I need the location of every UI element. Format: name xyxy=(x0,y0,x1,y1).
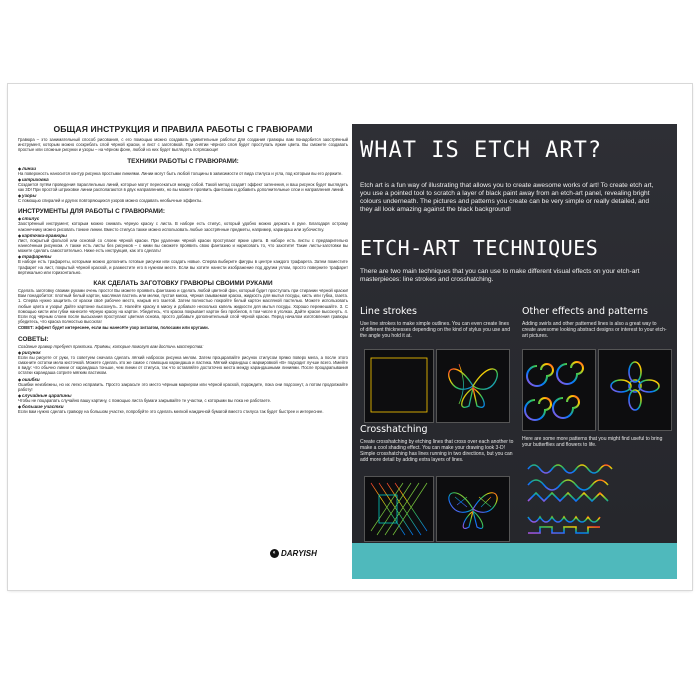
left-intro: Гравюра – это занимательный способ рисования, с его помощью можно создавать удивительные работы! Для создания гравюры вам понадобится заострённый инструмент, которым можно соскребать слой чёрной краски, и лист с заготовкой. При снятии чёрного слоя будет проступать яркие цвета. Вы сможете создавать простые или сложные рисунки и узоры – на чёрном фоне, любой из них будет выглядеть потрясающе! xyxy=(18,137,348,153)
brand-logo xyxy=(270,547,340,559)
techniques-title: ETCH-ART TECHNIQUES xyxy=(360,236,599,260)
tools-heading: ИНСТРУМЕНТЫ ДЛЯ РАБОТЫ С ГРАВЮРАМИ: xyxy=(18,208,165,216)
other-effects-title: Other effects and patterns xyxy=(522,306,648,317)
text-hatching: Создается путём проведения параллельных линий, которые могут пересекаться между собой. Такой метод создаёт эффект затенения, и ваш рисунок будет выглядеть как 3D! При простой штриховке линии располагаются в двух направлениях, но вы можете проявить фантазию и добавить дополнительные слои и направления линий. xyxy=(18,181,348,193)
term-lines: ◆ линии xyxy=(18,166,348,171)
patterns-card-2 xyxy=(598,349,672,431)
term-drawing: ◆ рисунок xyxy=(18,350,348,355)
flower-art xyxy=(599,350,671,430)
text-large-areas: Если вам нужно сделать гравюру на большом участке, попробуйте это сделать мелкой наждачной бумагой вместо стилуса так будет быстрее и интереснее. xyxy=(18,409,324,415)
diy-tip: СОВЕТ: эффект будет интереснее, если вы нанесёте узор зигзагом, полосами или кругами. xyxy=(18,325,209,331)
term-stylus: ◆ стилус xyxy=(18,216,348,221)
more-patterns-illustration xyxy=(524,459,670,539)
techniques-heading: ТЕХНИКИ РАБОТЫ С ГРАВЮРАМИ: xyxy=(127,157,239,165)
crosshatching-card-1 xyxy=(364,476,434,542)
text-stylus: Заострённый инструмент, которым можно снимать чёрную краску с листа. В наборе есть стилус, который удобно можно держать в руке. Благодаря острому наконечнику можно рисовать тонкие линии. Вместо стилуса также можно использовать любые заострённые предметы, например, карандаш или зубочистку. xyxy=(18,221,348,232)
patterns-card-1 xyxy=(522,349,596,431)
crosshatching-card-2 xyxy=(436,476,510,542)
term-cards: ◆ карточки-гравюры xyxy=(18,233,348,238)
crosshatch-art xyxy=(365,477,433,541)
left-title: ОБЩАЯ ИНСТРУКЦИЯ И ПРАВИЛА РАБОТЫ С ГРАВЮРАМИ xyxy=(53,124,313,134)
term-hatching: ◆ штриховка xyxy=(18,177,348,182)
text-patterns: С помощью спиралей и других повторяющихся узоров можно создавать необычные эффекты. xyxy=(18,198,203,204)
techniques-text: There are two main techniques that you can use to make different visual effects on your etch-art masterpieces: line strokes and crosshatching. xyxy=(360,268,640,283)
teal-band xyxy=(352,543,677,579)
butterfly-art-1 xyxy=(437,350,509,422)
wave-patterns-art xyxy=(524,459,670,539)
more-patterns-text: Here are some more patterns that you might find useful to bring your butterflies and flowers to life. xyxy=(522,436,663,448)
what-is-etch-art-title: WHAT IS ETCH ART? xyxy=(360,138,603,163)
term-large-areas: ◆ большие участки xyxy=(18,404,348,409)
line-strokes-art-1 xyxy=(365,350,433,422)
text-mistakes: Ошибки неизбежны, но их легко исправить. Просто закрасьте это место чёрным маркером или чёрной краской, подождите, пока они подсохнут, а потом продолжайте работу! xyxy=(18,381,348,392)
what-is-etch-art-text: Etch art is a fun way of illustrating that allows you to create awesome works of art! To create etch art, you use a pointed tool to scratch a layer of black paint away from an etch-art panel, revealing bright colours underneath. The pictures and patterns you create can be very simple or really detailed, and they all look amazing against the black background! xyxy=(360,182,654,213)
tips-intro: Создание гравюр требует практики. Приёмы, которые помогут вам достичь мастерства: xyxy=(18,343,204,349)
term-scratches: ◆ случайные царапины xyxy=(18,393,348,398)
crosshatch-butterfly-art xyxy=(437,477,509,541)
brand-mark-icon: ◐ xyxy=(270,549,279,558)
etch-art-panel xyxy=(352,124,677,579)
swirls-art xyxy=(523,350,595,430)
text-drawing: Если вы рисуете от руки, то советуем сначала сделать лёгкий набросок рисунка мелом. Затем процарапайте рисунок стилусом прямо поверх мела, а после этого смахните остатки мела кисточкой. Можете сделать это же самое с помощью карандаша и ластика. Мягкий карандаш с маркировкой «B» подходит лучше всего. Имейте в виду: что обычно линии от карандаша тоньше, чем линии от стилуса, так что оставляйте достаточно места между карандашными линиями. После процарапывания остатки карандаша сотрите мягким ластиком. xyxy=(18,354,348,376)
text-stencils: В наборе есть трафареты, которыми можно дополнить готовые рисунки или создать новые. Сперва выберите фигуры в центре каждого трафарета. Затем поместите трафарет на лист, покрытый чёрной краской, и разместите его в нужном месте. Если вы хотите нанести изображение под другим углом, просто поверните трафарет вертикально или горизонтально. xyxy=(18,259,348,275)
term-stencils: ◆ трафареты xyxy=(18,254,348,259)
text-scratches: Чтобы не поцарапать случайно вашу картину, с помощью листа бумаги закрывайте те участки, с которыми вы пока не работаете. xyxy=(18,398,272,404)
term-patterns: ◆ узоры xyxy=(18,193,348,198)
russian-instructions xyxy=(18,124,348,574)
diy-text: Сделать заготовку своими руками очень просто! Вы можете проявить фантазию и сделать любой цветной фон, который будет проступать при стирании чёрной краски! Вам понадобится: плотный белый картон, масляная пастель или мелки, пустая миска, чёрная смываемая краска, жидкость для мытья посуды, кисть или губка, газета. 1. Сперва нужно защитить от краски своё рабочее место, накрыв его газетой. Затем полностью покройте белый картон масляной пастелью. Можете использовать любые цвета и узоры! Дайте картонке высохнуть. 2. Налейте краску в миску и добавьте несколько капель жидкости для мытья посуды. Хорошо перемешайте. 3. С помощью кисти или губки нанесите чёрную краску на картон. Убедитесь, что краска покрывает картон без пробелов, в том числе в уголках. Дайте краске высохнуть. 4. Если под чёрным слоем после высыхания проступают цветная основа, просто добавьте дополнительный слой чёрной краски. Перед началом изготовления гравюры убедитесь, что краска полностью высохла! xyxy=(18,288,348,325)
crosshatching-text: Create crosshatching by etching lines that cross over each another to make a cool shading effect. You can make your drawing look 3-D! Simple crosshatching has lines running in two directions, but you can add more detail by adding extra layers of lines. xyxy=(360,439,514,463)
tips-heading: СОВЕТЫ: xyxy=(18,335,49,343)
line-strokes-card-1 xyxy=(364,349,434,423)
line-strokes-title: Line strokes xyxy=(360,306,417,317)
text-lines: На поверхность наносится контур рисунка простыми линиями. Линии могут быть любой толщины в зависимости от вида стилуса и угла, под которым вы его держите. xyxy=(18,170,343,176)
crosshatching-title: Crosshatching xyxy=(360,424,428,435)
term-mistakes: ◆ ошибки xyxy=(18,377,348,382)
brand-name: DARYISH xyxy=(281,548,317,558)
line-strokes-card-2 xyxy=(436,349,510,423)
line-strokes-text: Use line strokes to make simple outlines. You can even create lines of different thicknesses depending on the kind of stylus you use and the angle you hold it at. xyxy=(360,321,511,339)
text-cards: Лист, покрытый фольгой или основой со слоем чёрной краски. При удалении чёрной краски проступают яркие цвета. В наборе есть листы с предварительно нанесённым рисунком. А также есть листы без рисунков – с ними вы сможете проявить свою фантазию и нарисовать то, что захотите! Такие листы-заготовки вы можете сделать самостоятельно. Ниже есть инструкция, как это сделать! xyxy=(18,237,348,254)
diy-heading: КАК СДЕЛАТЬ ЗАГОТОВКУ ГРАВЮРЫ СВОИМИ РУКАМИ xyxy=(93,280,273,288)
other-effects-text: Adding swirls and other patterned lines is also a great way to create awesome looking abstract designs or interest to your etch-art pictures. xyxy=(522,321,667,339)
